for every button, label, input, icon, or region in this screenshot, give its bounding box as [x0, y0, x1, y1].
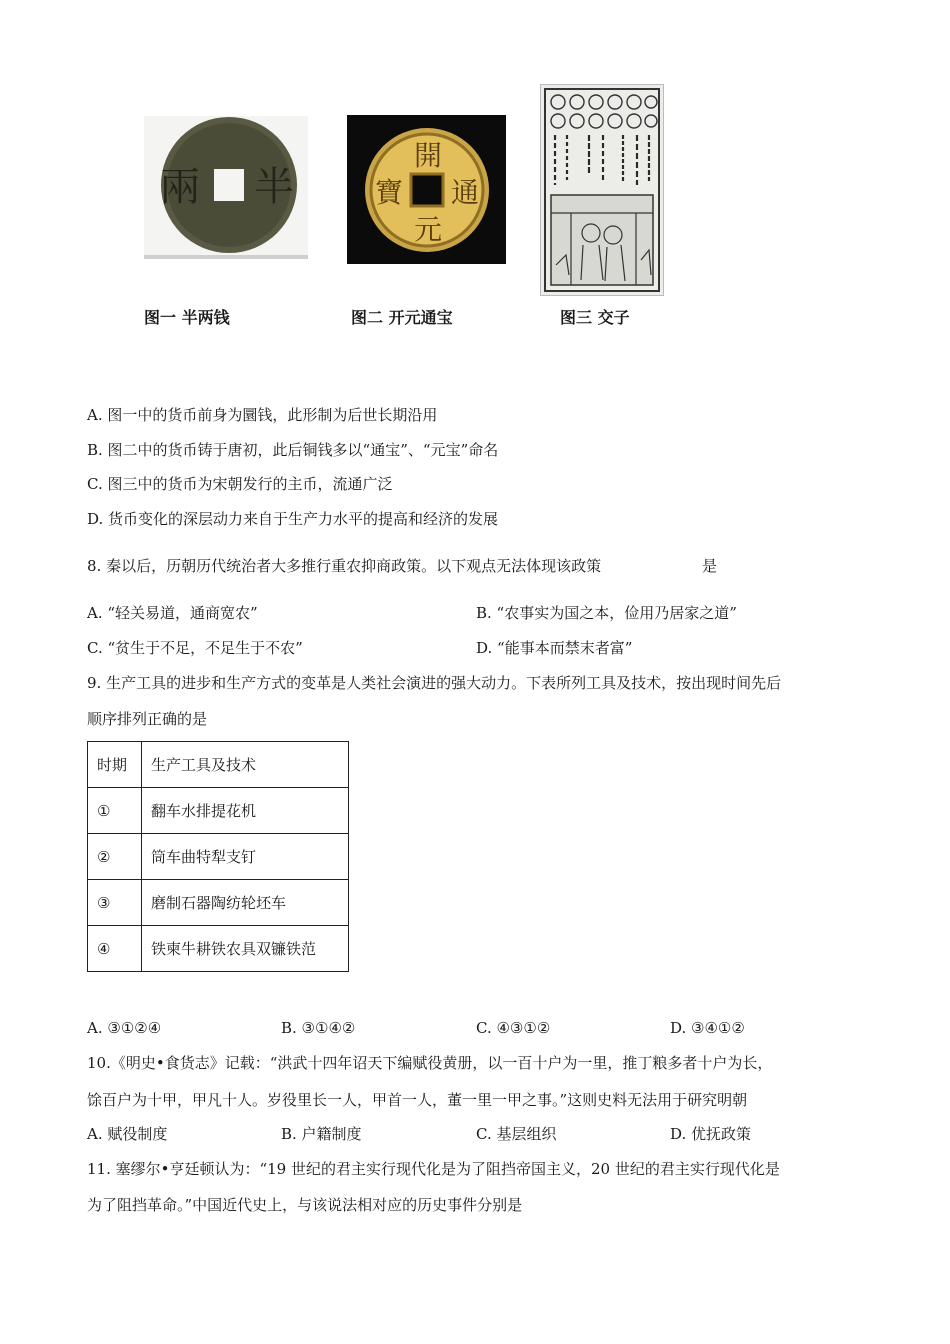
- figure1-caption: 图一 半两钱: [144, 308, 230, 327]
- coin2-left-char: 寶: [375, 176, 404, 209]
- table-cell-tools: 磨制石器陶纺轮坯车: [142, 880, 349, 926]
- q8-option-c: C. “贫生于不足，不足生于不农”: [87, 639, 303, 657]
- q8-stem-end: 是: [702, 557, 718, 575]
- table-cell-tools: 筒车曲特犁支钉: [142, 834, 349, 880]
- table-cell-period: ②: [88, 834, 142, 880]
- q10-option-b: B. 户籍制度: [281, 1125, 362, 1143]
- coin1-right-char: 半: [254, 164, 294, 210]
- table-cell-period: ①: [88, 788, 142, 834]
- table-header-row: [88, 742, 349, 788]
- q10-option-a: A. 赋役制度: [87, 1125, 168, 1143]
- q8-option-b: B. “农事实为国之本，俭用乃居家之道”: [476, 604, 737, 622]
- q7-option-b: B. 图二中的货币铸于唐初，此后铜钱多以“通宝”、“元宝”命名: [87, 441, 499, 459]
- table-cell-tools: 翻车水排提花机: [142, 788, 349, 834]
- table-header-tools: 生产工具及技术: [142, 742, 349, 788]
- q9-option-d: D. ③④①②: [670, 1019, 745, 1037]
- q10-option-c: C. 基层组织: [476, 1125, 557, 1143]
- figure3-caption: 图三 交子: [560, 308, 630, 327]
- tools-table: [87, 741, 349, 972]
- q9-option-c: C. ④③①②: [476, 1019, 551, 1037]
- q8-option-a: A. “轻关易道，通商宽农”: [87, 604, 258, 622]
- table-cell-tools: 铁柬牛耕铁农具双镰铁范: [142, 926, 349, 972]
- q11-stem-line2: 为了阻挡革命。”中国近代史上，与该说法相对应的历史事件分别是: [87, 1196, 523, 1214]
- coin1-left-char: 兩: [160, 164, 200, 210]
- q8-stem: 8. 秦以后，历朝历代统治者大多推行重农抑商政策。以下观点无法体现该政策: [87, 557, 602, 575]
- q9-option-a: A. ③①②④: [87, 1019, 162, 1037]
- coin2-bottom-char: 元: [414, 213, 443, 246]
- coin2-right-char: 通: [451, 176, 480, 209]
- q7-option-a: A. 图一中的货币前身为圜钱，此形制为后世长期沿用: [87, 406, 438, 424]
- kaiyuan-coin-image: [347, 115, 506, 264]
- table-header-period: 时期: [88, 742, 142, 788]
- table-cell-period: ④: [88, 926, 142, 972]
- table-row: [88, 926, 349, 972]
- q9-stem-line2: 顺序排列正确的是: [87, 710, 208, 728]
- banliang-coin-image: [144, 116, 308, 259]
- table-row: [88, 834, 349, 880]
- q7-option-d: D. 货币变化的深层动力来自于生产力水平的提高和经济的发展: [87, 510, 499, 528]
- q9-option-b: B. ③①④②: [281, 1019, 356, 1037]
- q10-option-d: D. 优抚政策: [670, 1125, 752, 1143]
- q7-option-c: C. 图三中的货币为宋朝发行的主币，流通广泛: [87, 475, 393, 493]
- q10-stem-line2: 馀百户为十甲，甲凡十人。岁役里长一人，甲首一人，董一里一甲之事。”这则史料无法用于研究明朝: [87, 1091, 748, 1109]
- coin2-top-char: 開: [414, 139, 443, 172]
- q8-option-d: D. “能事本而禁末者富”: [476, 639, 633, 657]
- q10-stem-line1: 10.《明史•食货志》记载：“洪武十四年诏天下编赋役黄册，以一百十户为一里，推丁粮多者十户为长，: [87, 1054, 773, 1072]
- figure2-caption: 图二 开元通宝: [351, 308, 453, 327]
- table-row: [88, 788, 349, 834]
- jiaozi-banknote-image: [540, 84, 664, 296]
- table-row: [88, 880, 349, 926]
- q9-stem-line1: 9. 生产工具的进步和生产方式的变革是人类社会演进的强大动力。下表所列工具及技术，按出现时间先后: [87, 674, 782, 692]
- table-cell-period: ③: [88, 880, 142, 926]
- q11-stem-line1: 11. 塞缪尔•亨廷顿认为：“19 世纪的君主实行现代化是为了阻挡帝国主义，20 世纪的君主实行现代化是: [87, 1160, 780, 1178]
